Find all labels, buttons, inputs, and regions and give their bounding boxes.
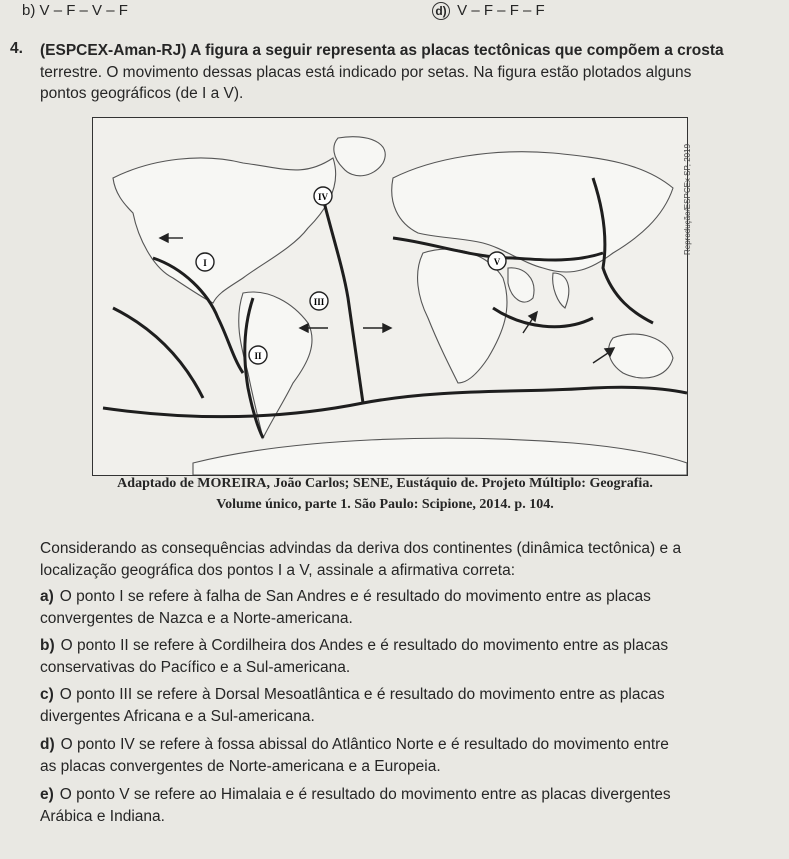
map-point-III-label: III [313, 297, 325, 307]
map-point-II [249, 346, 267, 364]
map-point-V [488, 252, 506, 270]
option-d-line-2: as placas convergentes de Norte-americana e a Europeia. [40, 757, 441, 775]
boundary-pacific-west [113, 308, 203, 398]
map-credit-line-1: Adaptado de MOREIRA, João Carlos; SENE, Eustáquio de. Projeto Múltiplo: Geografia. [117, 476, 653, 491]
option-c-line-1: O ponto III se refere à Dorsal Mesoatlântica e é resultado do movimento entre as placas [59, 686, 665, 703]
option-e-label: e) [40, 786, 54, 803]
option-c-line-2: divergentes Africana e a Sul-americana. [40, 707, 315, 725]
prompt-line-2: localização geográfica dos pontos I a V, assinale a afirmativa correta: [40, 561, 516, 579]
question-number: 4. [10, 40, 23, 57]
stem-line-3: pontos geográficos (de I a V). [40, 85, 244, 102]
arabia-outline [508, 268, 534, 302]
australia-outline [609, 334, 673, 378]
boundary-indian [493, 308, 593, 327]
map-point-III [310, 292, 328, 310]
option-b-line-1: O ponto II se refere à Cordilheira dos Andes e é resultado do movimento entre as placas [60, 637, 669, 654]
prompt-line-1: Considerando as consequências advindas da deriva dos continentes (dinâmica tectônica) e a [40, 540, 682, 557]
option-d-line-1: O ponto IV se refere à fossa abissal do Atlântico Norte e é resultado do movimento entre [60, 736, 669, 753]
prev-option-d [432, 2, 545, 20]
north-america-outline [113, 158, 336, 303]
tectonic-plates-map [92, 117, 688, 476]
option-a[interactable] [40, 586, 760, 629]
map-point-V-label: V [493, 257, 501, 267]
map-credit-line-2: Volume único, parte 1. São Paulo: Scipione, 2014. p. 104. [216, 497, 554, 512]
option-c-label: c) [40, 686, 54, 703]
question-prompt [40, 538, 760, 581]
world-map-svg [93, 118, 687, 475]
boundary-southern [103, 387, 687, 417]
map-point-I-label: I [203, 258, 207, 268]
option-d-label: d) [40, 736, 55, 753]
prev-option-b-label: b) [22, 2, 36, 19]
option-e-line-2: Arábica e Indiana. [40, 807, 165, 825]
option-a-line-1: O ponto I se refere à falha de San Andres e é resultado do movimento entre as placas [59, 588, 651, 605]
option-d[interactable] [40, 734, 760, 777]
prev-option-b-text: V – F – V – F [39, 2, 128, 19]
option-e-line-1: O ponto V se refere ao Himalaia e é resultado do movimento entre as placas divergentes [59, 786, 671, 803]
stem-line-2: terrestre. O movimento dessas placas está indicado por setas. Na figura estão plotados alguns [40, 63, 692, 81]
prev-option-b [22, 2, 128, 19]
option-c[interactable] [40, 684, 760, 727]
option-e[interactable] [40, 784, 760, 827]
option-b-line-2: conservativas do Pacífico e a Sul-americana. [40, 658, 351, 676]
option-a-line-2: convergentes de Nazca e a Norte-americana. [40, 609, 353, 627]
map-point-I [196, 253, 214, 271]
india-outline [553, 273, 569, 308]
map-point-IV [314, 187, 332, 205]
map-point-II-label: II [254, 351, 262, 361]
map-side-credit: Reprodução/ESPCEx SP, 2019 [683, 143, 692, 255]
greenland-outline [334, 137, 385, 176]
boundary-mid-atlantic [323, 198, 363, 403]
option-b[interactable] [40, 635, 760, 678]
option-b-label: b) [40, 637, 55, 654]
antarctica-outline [193, 438, 687, 475]
prev-option-d-text: V – F – F – F [457, 2, 545, 19]
map-point-IV-label: IV [317, 192, 329, 202]
prev-option-d-label: d) [432, 2, 450, 20]
stem-line-1: (ESPCEX-Aman-RJ) A figura a seguir representa as placas tectônicas que compõem a crosta [40, 42, 724, 59]
question-stem [40, 40, 760, 105]
option-a-label: a) [40, 588, 54, 605]
